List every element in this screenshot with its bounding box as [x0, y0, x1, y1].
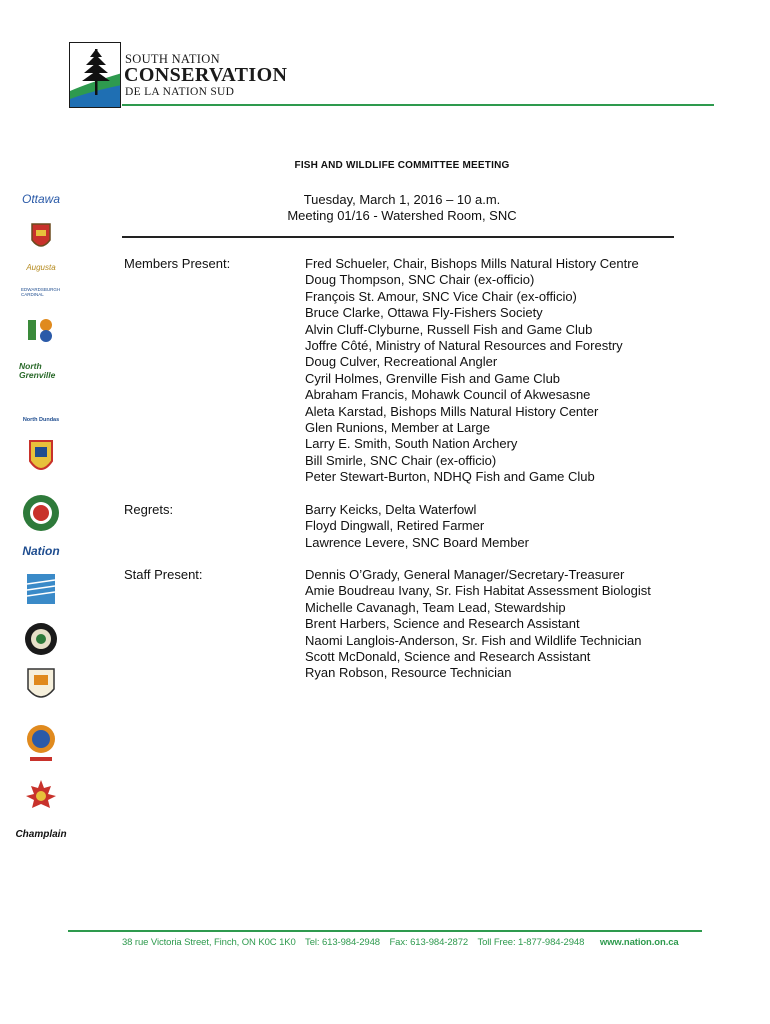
ottawa-logo: Ottawa [21, 192, 60, 206]
list-item: Cyril Holmes, Grenville Fish and Game Club [305, 370, 561, 386]
list-item: Doug Thompson, SNC Chair (ex-officio) [305, 272, 535, 288]
crest-logo-1 [10, 220, 72, 254]
field-logo [10, 572, 72, 606]
list-item: Amie Boudreau Ivany, Sr. Fish Habitat Assessment Biologist [305, 583, 651, 599]
logo-text-conservation: CONSERVATION [124, 64, 288, 86]
augusta-logo: Augusta [26, 262, 56, 272]
document-title: FISH AND WILDLIFE COMMITTEE MEETING [294, 160, 510, 171]
footer-website-link[interactable]: www.nation.on.ca [599, 937, 679, 948]
list-item: Fred Schueler, Chair, Bishops Mills Natural History Centre [305, 256, 639, 271]
shield-logo [10, 666, 72, 706]
meeting-date: Tuesday, March 1, 2016 – 10 a.m. [303, 192, 501, 207]
list-item: Bruce Clarke, Ottawa Fly-Fishers Society [305, 305, 543, 321]
staff-present-label: Staff Present: [124, 567, 203, 582]
footer-fax: Fax: 613-984-2872 [389, 937, 469, 948]
list-item: Joffre Côté, Ministry of Natural Resources and Forestry [305, 338, 623, 354]
nation-logo: Nation [22, 544, 60, 558]
regrets-list [305, 502, 529, 551]
title-divider [122, 236, 674, 238]
footer-toll-free: Toll Free: 1-877-984-2948 [477, 937, 585, 948]
member-municipality-logos [10, 180, 72, 860]
maple-leaf-logo [10, 776, 72, 816]
list-item: Floyd Dingwall, Retired Farmer [305, 518, 485, 534]
round-seal-logo-1 [10, 492, 72, 534]
list-item: Aleta Karstad, Bishops Mills Natural History Center [305, 403, 599, 419]
champlain-logo: Champlain [15, 828, 67, 840]
footer-contact [122, 937, 679, 948]
staff-present-list [305, 567, 651, 682]
list-item: Lawrence Levere, SNC Board Member [305, 534, 529, 550]
list-item: Dennis O’Grady, General Manager/Secretary-Treasurer [305, 567, 625, 582]
north-dundas-logo: North Dundas [22, 417, 60, 423]
list-item: François St. Amour, SNC Vice Chair (ex-officio) [305, 288, 577, 304]
logo-text-nation-sud: DE LA NATION SUD [125, 86, 235, 98]
russell-logo [10, 720, 72, 764]
list-item: Alvin Cluff-Clyburne, Russell Fish and Game Club [305, 321, 593, 337]
list-item: Doug Culver, Recreational Angler [305, 354, 498, 370]
list-item: Barry Keicks, Delta Waterfowl [305, 502, 477, 517]
footer-tel: Tel: 613-984-2948 [305, 937, 380, 948]
meeting-number-location: Meeting 01/16 - Watershed Room, SNC [287, 208, 517, 223]
snc-logo [69, 42, 288, 110]
footer-address: 38 rue Victoria Street, Finch, ON K0C 1K0 [122, 937, 296, 948]
tree-emblem [69, 42, 121, 108]
members-present-list [305, 256, 639, 486]
round-seal-logo-2 [10, 620, 72, 658]
header-divider [122, 104, 714, 106]
list-item: Abraham Francis, Mohawk Council of Akwesasne [305, 387, 591, 403]
list-item: Michelle Cavanagh, Team Lead, Stewardship [305, 599, 566, 615]
list-item: Peter Stewart-Burton, NDHQ Fish and Game Club [305, 469, 595, 485]
members-present-label: Members Present: [124, 256, 231, 271]
crest-logo-2 [10, 436, 72, 478]
clarence-rockland-logo [10, 314, 72, 346]
logo-text-south-nation: SOUTH NATION [125, 52, 220, 66]
list-item: Scott McDonald, Science and Research Assistant [305, 649, 591, 665]
north-grenville-logo: North Grenville [19, 361, 56, 380]
list-item: Naomi Langlois-Anderson, Sr. Fish and Wildlife Technician [305, 632, 642, 648]
list-item: Bill Smirle, SNC Chair (ex-officio) [305, 452, 497, 468]
edwardsburgh-logo: EDWARDSBURGH CARDINAL [21, 287, 61, 297]
list-item: Larry E. Smith, South Nation Archery [305, 436, 518, 452]
list-item: Ryan Robson, Resource Technician [305, 665, 512, 681]
footer-divider [68, 930, 702, 932]
regrets-label: Regrets: [124, 502, 174, 517]
list-item: Glen Runions, Member at Large [305, 420, 490, 436]
list-item: Brent Harbers, Science and Research Assistant [305, 616, 580, 632]
